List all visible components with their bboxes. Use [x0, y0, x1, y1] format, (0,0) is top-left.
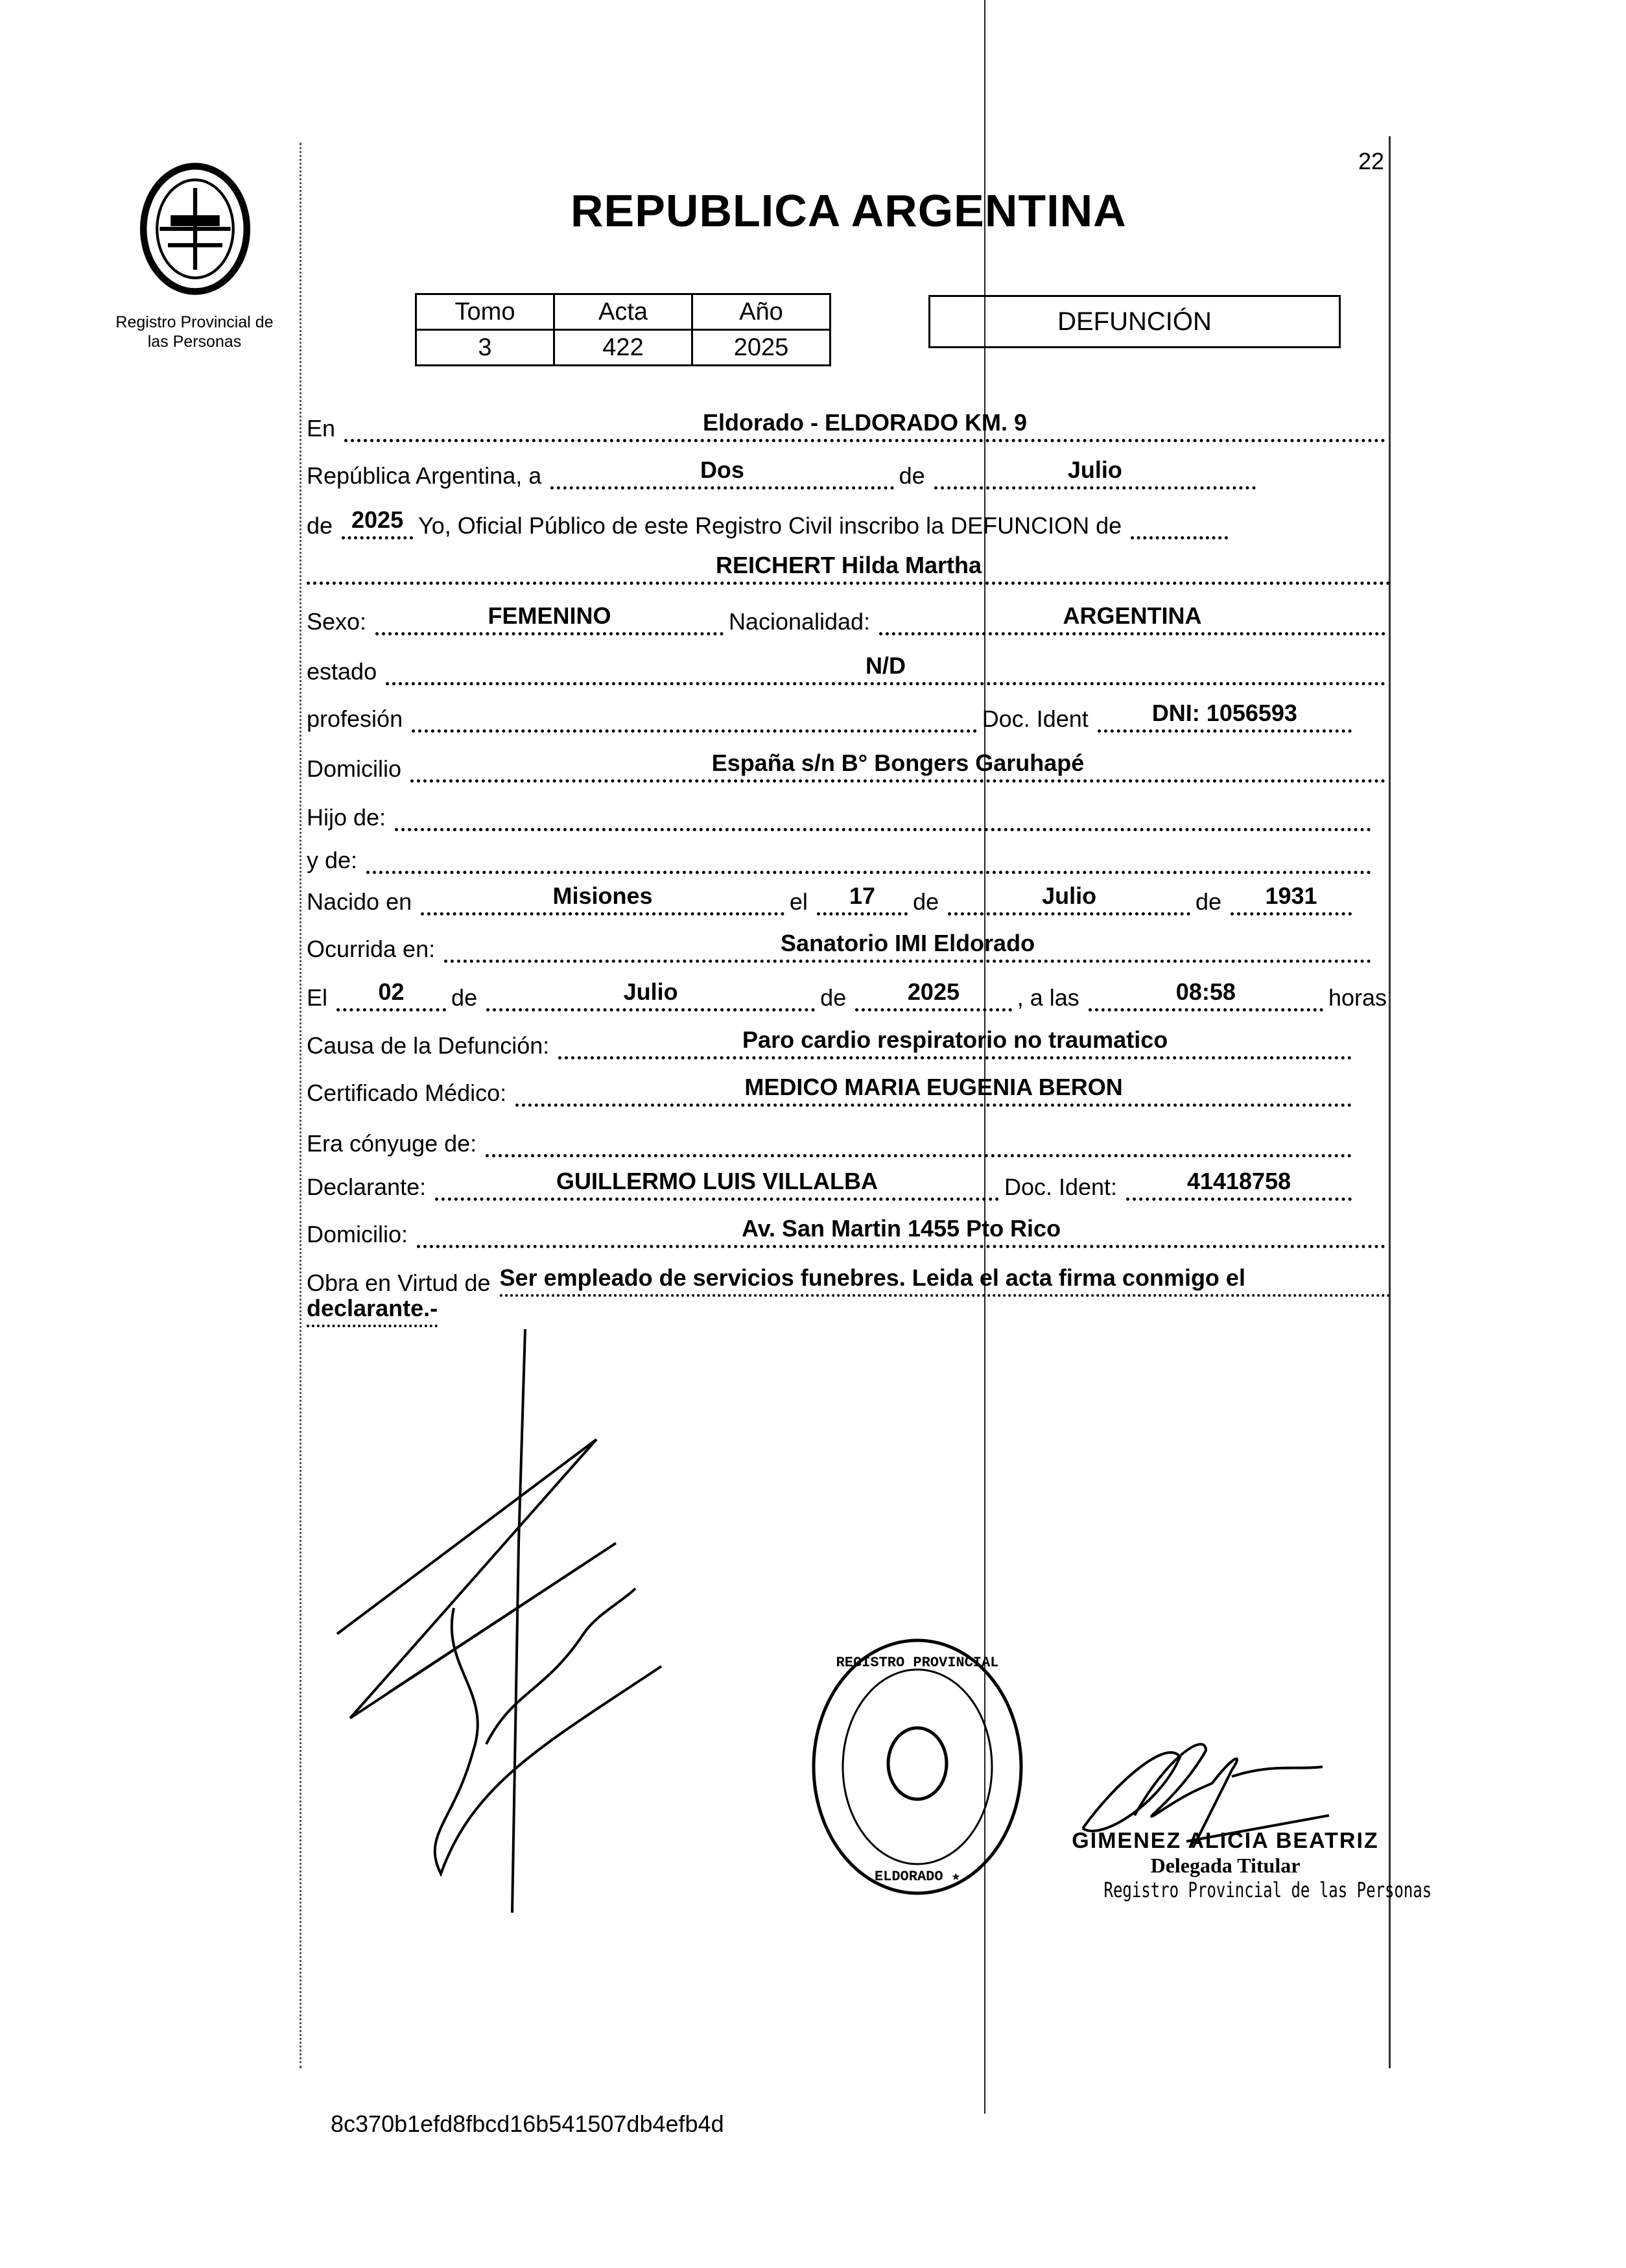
field-blank: [1131, 506, 1228, 539]
header-acta: Acta: [554, 294, 692, 330]
field-causa: Paro cardio respiratorio no traumatico: [558, 1026, 1352, 1059]
label: Causa de la Defunción:: [307, 1032, 550, 1059]
row-declarante: [307, 1167, 1391, 1201]
field-year: 2025: [342, 506, 413, 539]
row-y-de: [307, 840, 1391, 874]
org-line-1: Registro Provincial de: [115, 313, 274, 331]
field-obra-cont: declarante.-: [307, 1295, 438, 1327]
deceased-name: REICHERT Hilda Martha: [307, 552, 1391, 585]
label: de: [820, 984, 847, 1011]
field-certificado: MEDICO MARIA EUGENIA BERON: [515, 1074, 1352, 1107]
field-doc: DNI: 1056593: [1098, 700, 1352, 733]
row-domicilio: [307, 749, 1391, 783]
row-sexo: [307, 602, 1391, 635]
field-profesion: [412, 700, 977, 733]
field-domicilio: España s/n B° Bongers Garuhapé: [410, 750, 1385, 783]
label: y de:: [307, 847, 358, 873]
label: Certificado Médico:: [307, 1080, 507, 1106]
field-conyuge: [486, 1124, 1352, 1157]
row-name: [307, 551, 1391, 585]
header-tomo: Tomo: [416, 294, 554, 330]
label: estado: [307, 658, 377, 685]
record-table: [415, 293, 831, 366]
field-death-day: 02: [336, 978, 446, 1011]
svg-text:ELDORADO ★: ELDORADO ★: [874, 1869, 961, 1885]
registry-name: [97, 313, 292, 351]
label: Sexo:: [307, 608, 367, 635]
field-nacionalidad: ARGENTINA: [879, 602, 1385, 635]
row-nacido: [307, 882, 1391, 915]
label: de: [1196, 888, 1222, 915]
row-obra-cont: [307, 1293, 438, 1327]
value-acta: 422: [554, 330, 692, 366]
field-birth-month: Julio: [948, 882, 1190, 915]
label: Hijo de:: [307, 804, 386, 831]
row-year: [307, 506, 1391, 539]
field-domicilio-declarante: Av. San Martin 1455 Pto Rico: [417, 1215, 1385, 1248]
field-death-year: 2025: [855, 978, 1011, 1011]
row-republica: [307, 456, 1391, 490]
label: Domicilio: [307, 755, 402, 782]
label: horas: [1328, 984, 1387, 1011]
field-month: Julio: [934, 456, 1256, 490]
label: República Argentina, a: [307, 462, 542, 489]
row-profesion: [307, 699, 1391, 733]
row-causa: [307, 1026, 1391, 1059]
org-line-2: las Personas: [147, 333, 242, 351]
label: de: [913, 888, 939, 915]
field-hijo: [395, 798, 1371, 831]
label: Doc. Ident:: [1004, 1174, 1118, 1200]
field-death-month: Julio: [486, 978, 815, 1011]
label: Nacionalidad:: [728, 608, 871, 635]
field-obra: Ser empleado de servicios funebres. Leida el acta firma conmigo el: [500, 1264, 1391, 1297]
record-type-box: DEFUNCIÓN: [928, 295, 1341, 348]
official-block: [1063, 1828, 1432, 1902]
label: Obra en Virtud de: [307, 1270, 491, 1296]
row-obra: [307, 1263, 1391, 1297]
field-death-time: 08:58: [1089, 978, 1323, 1011]
label: profesión: [307, 705, 403, 732]
official-role: Delegada Titular: [1150, 1854, 1301, 1877]
official-name: GIMENEZ ALICIA BEATRIZ: [1072, 1828, 1379, 1853]
label: Ocurrida en:: [307, 936, 436, 962]
field-day: Dos: [550, 456, 893, 490]
value-ano: 2025: [692, 330, 831, 366]
label: de: [307, 512, 333, 539]
field-birth-year: 1931: [1231, 882, 1352, 915]
label: de: [899, 462, 925, 489]
row-certificado: [307, 1073, 1391, 1107]
field-y-de: [366, 841, 1371, 874]
field-ocurrida: Sanatorio IMI Eldorado: [444, 930, 1371, 963]
label: , a las: [1017, 984, 1079, 1011]
value-tomo: 3: [416, 330, 554, 366]
row-domicilio-declarante: [307, 1214, 1391, 1248]
label: Nacido en: [307, 888, 412, 915]
field-declarante-doc: 41418758: [1126, 1168, 1352, 1201]
field-estado: N/D: [386, 652, 1385, 685]
field-birth-day: 17: [817, 882, 908, 915]
declarant-signature: [324, 1329, 713, 1913]
page-title: REPUBLICA ARGENTINA: [571, 185, 1127, 236]
row-hijo: [307, 797, 1391, 831]
header-ano: Año: [692, 294, 831, 330]
field-value: Eldorado - ELDORADO KM. 9: [344, 409, 1385, 442]
field-declarante: GUILLERMO LUIS VILLALBA: [435, 1168, 999, 1201]
row-en: [307, 408, 1391, 442]
label: de: [451, 984, 478, 1011]
label: Era cónyuge de:: [307, 1130, 477, 1157]
province-coat-of-arms-logo: [127, 161, 263, 297]
document-hash: 8c370b1efd8fbcd16b541507db4efb4d: [331, 2110, 724, 2137]
field-birth-place: Misiones: [421, 882, 784, 915]
label: Declarante:: [307, 1174, 427, 1200]
svg-text:REGISTRO PROVINCIAL: REGISTRO PROVINCIAL: [836, 1655, 999, 1671]
row-ocurrida: [307, 929, 1391, 963]
official-org: Registro Provincial de las Personas: [1103, 1878, 1432, 1902]
label: Domicilio:: [307, 1221, 408, 1247]
label: Doc. Ident: [982, 705, 1089, 732]
label: En: [307, 415, 336, 442]
registry-stamp: [807, 1634, 1028, 1900]
row-conyuge: [307, 1124, 1391, 1157]
page-number: 22: [1358, 148, 1385, 174]
label: El: [307, 984, 328, 1011]
row-estado: [307, 652, 1391, 685]
label: el: [789, 888, 808, 915]
left-margin-line: [300, 143, 301, 2068]
row-fecha: [307, 978, 1391, 1011]
field-sexo: FEMENINO: [375, 602, 724, 635]
label: Yo, Oficial Público de este Registro Civil inscribo la DEFUNCION de: [418, 512, 1122, 539]
